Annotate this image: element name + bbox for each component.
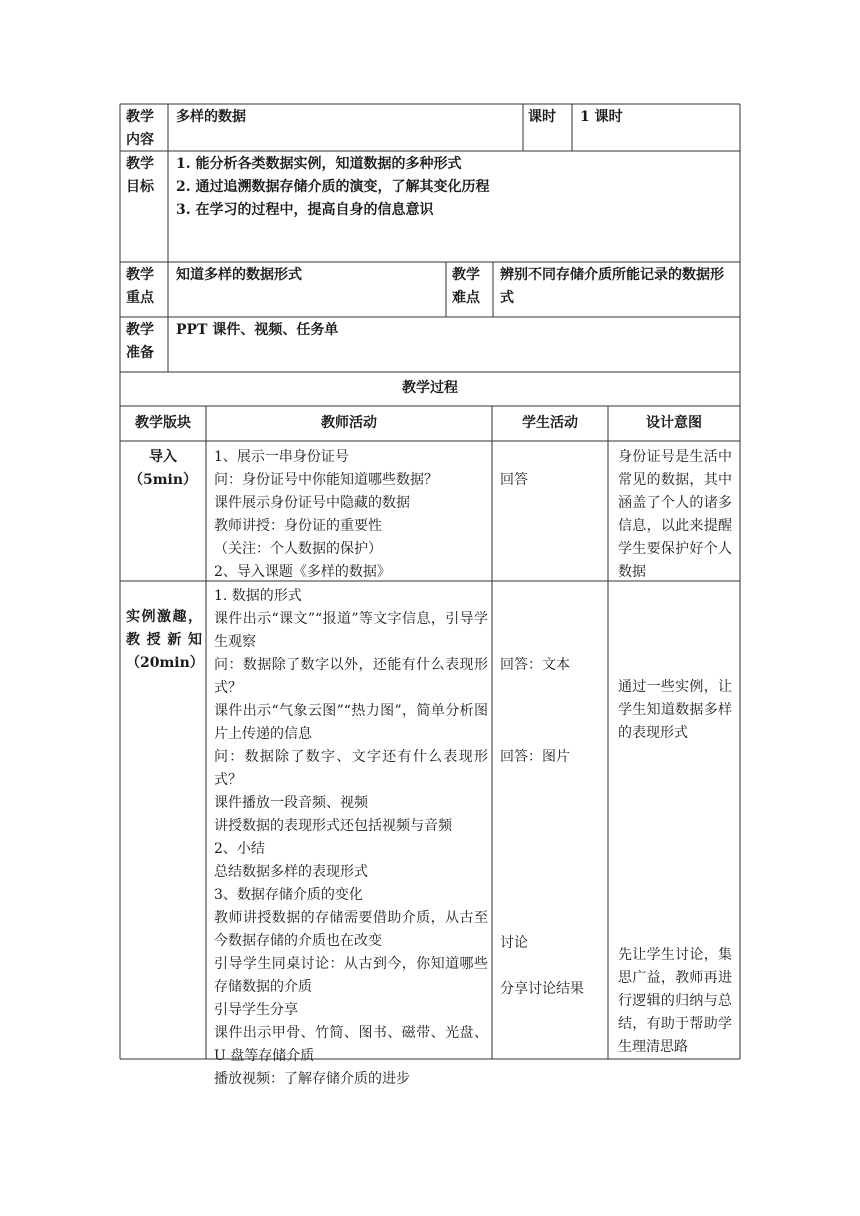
key-label: 教学 重点 xyxy=(126,267,154,306)
prep-value: PPT 课件、视频、任务单 xyxy=(176,322,339,338)
process-title: 教学过程 xyxy=(402,380,458,396)
design-intent-forms: 通过一些实例，让学生知道数据多样的表现形式 xyxy=(618,679,732,741)
student-activity-intro: 回答 xyxy=(500,472,528,488)
goals-label: 教学 目标 xyxy=(126,156,154,195)
prep-label: 教学 准备 xyxy=(126,322,154,361)
difficulty-value: 辨别不同存储介质所能记录的数据形式 xyxy=(500,267,724,306)
student-answer-text: 回答：文本 xyxy=(500,657,570,673)
design-intent-discussion: 先让学生讨论，集思广益，教师再进行逻辑的归纳与总结，有助于帮助学生理清思路 xyxy=(618,947,732,1055)
student-answer-image: 回答：图片 xyxy=(500,749,570,765)
teacher-activity-intro: 1、展示一串身份证号 问：身份证号中你能知道哪些数据？ 课件展示身份证号中隐藏的数据 教师讲授：身份证的重要性 （关注：个人数据的保护） 2、导入课题《多样的数据》 xyxy=(214,449,438,580)
goal-item: 3. 在学习的过程中，提高自身的信息意识 xyxy=(176,202,434,218)
hours-value: 1 课时 xyxy=(580,109,623,125)
design-intent-intro: 身份证号是生活中常见的数据，其中涵盖了个人的诸多信息，以此来提醒学生要保护好个人数据 xyxy=(618,449,732,580)
teacher-activity-new-knowledge: 1. 数据的形式 课件出示“课文”“报道”等文字信息，引导学生观察 问：数据除了数字以外，还能有什么表现形式？ 课件出示“气象云图”“热力图”，简单分析图片上传递的信息 问：数据除了数字、文字还有什么表现形式？ 课件播放一段音频、视频 讲授数据的表现形式还包括视频与音频 2、小结 总结数据多样的表现形式 3、数据存储介质的变化 教师讲授数据的存储需要借助介质，从古至今数据存储的介质也在改变 引导学生同桌讨论：从古到今，你知道哪些存储数据的介质 引导学生分享 课件出示甲骨、竹简、图书、磁带、光盘、U 盘等存储介质 播放视频：了解存储介质的进步 xyxy=(214,588,488,1087)
content-value: 多样的数据 xyxy=(176,109,246,125)
column-header-student: 学生活动 xyxy=(522,415,578,431)
content-label: 教学 内容 xyxy=(126,109,154,148)
key-value: 知道多样的数据形式 xyxy=(176,267,302,283)
student-share-results: 分享讨论结果 xyxy=(500,981,584,997)
hours-label: 课时 xyxy=(528,109,556,125)
goals-list xyxy=(176,153,731,222)
section-new-knowledge: 实例激趣，教授新知（20min） xyxy=(126,609,204,671)
goal-item: 2. 通过追溯数据存储介质的演变，了解其变化历程 xyxy=(176,179,490,195)
column-header-intent: 设计意图 xyxy=(646,415,702,431)
column-header-teacher: 教师活动 xyxy=(321,415,377,431)
section-intro: 导入 （5min） xyxy=(128,449,198,488)
goal-item: 1. 能分析各类数据实例，知道数据的多种形式 xyxy=(176,156,462,172)
student-discussion: 讨论 xyxy=(500,935,528,951)
difficulty-label: 教学 难点 xyxy=(452,267,480,306)
column-header-section: 教学版块 xyxy=(135,415,191,431)
